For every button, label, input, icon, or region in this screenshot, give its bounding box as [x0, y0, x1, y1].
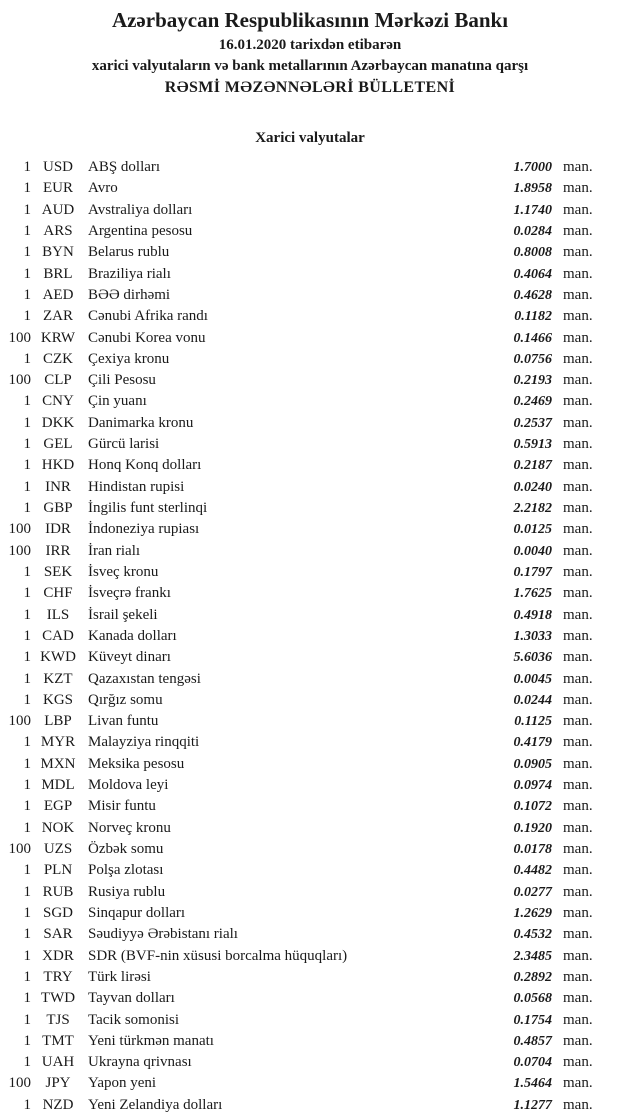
currency-code: NZD [42, 1096, 74, 1113]
currency-name: Braziliya rialı [88, 265, 171, 282]
currency-code: SAR [43, 926, 73, 943]
rate-value: 0.4857 [513, 1033, 552, 1049]
currency-name: Gürcü larisi [88, 436, 160, 453]
quantity-multiplier: 1 [23, 819, 31, 836]
rate-value: 0.4918 [513, 607, 552, 623]
currency-code: IDR [45, 521, 71, 538]
currency-name: İsveçrə frankı [88, 585, 171, 602]
currency-row [0, 477, 620, 498]
currency-row [0, 903, 620, 924]
quantity-multiplier: 1 [23, 286, 31, 303]
unit-label: man. [563, 904, 593, 921]
quantity-multiplier: 1 [23, 500, 31, 516]
currency-code: MDL [41, 777, 75, 794]
quantity-multiplier: 1 [23, 883, 31, 900]
unit-label: man. [563, 777, 593, 794]
currency-code: TJS [46, 1011, 70, 1028]
currency-name: Yeni türkmən manatı [88, 1032, 214, 1049]
rate-value: 0.1754 [513, 1012, 552, 1028]
unit-label: man. [563, 670, 593, 687]
currency-name: İngilis funt sterlinqi [88, 500, 208, 516]
currency-code: CAD [42, 627, 74, 644]
section-title-foreign-currencies: Xarici valyutalar [255, 130, 365, 146]
effective-date-line: 16.01.2020 tarixdən etibarən [218, 37, 402, 53]
currency-code: MYR [40, 734, 76, 751]
currency-row [0, 541, 620, 562]
currency-row [0, 669, 620, 690]
currency-code: TWD [40, 990, 76, 1007]
currency-name: Çin yuanı [88, 393, 147, 410]
unit-label: man. [563, 244, 593, 261]
unit-label: man. [563, 585, 593, 602]
currency-name: Misir funtu [88, 798, 156, 815]
quantity-multiplier: 1 [23, 457, 31, 474]
rate-value: 0.1072 [513, 799, 552, 815]
currency-name: İran rialı [88, 542, 141, 559]
currency-name: Avstraliya dolları [88, 201, 193, 218]
currency-row [0, 690, 620, 711]
quantity-multiplier: 1 [23, 478, 31, 495]
currency-row [0, 498, 620, 519]
currency-name: Sinqapur dolları [88, 904, 186, 921]
currency-code: ARS [43, 222, 73, 239]
rate-value: 0.1125 [514, 714, 552, 730]
unit-label: man. [563, 457, 593, 474]
quantity-multiplier: 1 [23, 265, 31, 282]
currency-code: NOK [41, 819, 75, 836]
currency-row [0, 391, 620, 412]
currency-name: Argentina pesosu [88, 222, 193, 239]
currency-code: AUD [41, 201, 75, 218]
currency-code: CLP [44, 372, 72, 389]
currency-name: Qazaxıstan tengəsi [88, 670, 201, 687]
currency-row [0, 200, 620, 221]
currency-name: Meksika pesosu [88, 755, 185, 772]
currency-name: Belarus rublu [88, 244, 170, 261]
currency-code: JPY [45, 1075, 71, 1092]
currency-code: LBP [44, 713, 72, 730]
unit-label: man. [563, 265, 593, 282]
currency-row [0, 306, 620, 327]
rate-value: 0.0244 [513, 692, 552, 708]
rate-value: 0.0178 [513, 842, 552, 857]
rate-value: 1.7000 [513, 160, 552, 175]
rate-value: 0.0240 [513, 479, 552, 495]
currency-code: BRL [43, 265, 73, 282]
rate-value: 0.1920 [513, 820, 552, 836]
unit-label: man. [563, 926, 593, 943]
quantity-multiplier: 1 [23, 1011, 31, 1028]
currency-name: Livan funtu [88, 713, 159, 730]
unit-label: man. [563, 308, 593, 325]
quantity-multiplier: 1 [23, 926, 31, 943]
quantity-multiplier: 1 [23, 904, 31, 921]
unit-label: man. [563, 606, 593, 623]
rate-value: 0.0905 [513, 756, 552, 772]
quantity-multiplier: 1 [23, 244, 31, 261]
quantity-multiplier: 1 [23, 990, 31, 1007]
currency-row [0, 796, 620, 817]
rate-value: 0.2892 [513, 969, 552, 985]
currency-code: CHF [43, 585, 73, 602]
quantity-multiplier: 1 [23, 159, 31, 175]
rate-value: 0.1797 [513, 564, 552, 580]
currency-row [0, 157, 620, 178]
unit-label: man. [563, 947, 593, 964]
currency-code: DKK [41, 414, 75, 431]
currency-code: KZT [43, 670, 73, 687]
unit-label: man. [563, 521, 593, 538]
currency-name: Səudiyyə Ərəbistanı rialı [88, 926, 238, 943]
currency-name: Yapon yeni [88, 1075, 157, 1092]
currency-name: Moldova leyi [88, 777, 169, 794]
currency-code: USD [42, 159, 73, 175]
currency-code: UAH [41, 1054, 75, 1071]
rate-value: 0.0704 [513, 1055, 552, 1071]
quantity-multiplier: 100 [8, 521, 31, 538]
currency-row [0, 1095, 620, 1116]
currency-row [0, 328, 620, 349]
currency-name: Norveç kronu [88, 819, 171, 836]
currency-name: Tacik somonisi [88, 1011, 180, 1028]
currency-code: SEK [43, 563, 73, 580]
quantity-multiplier: 100 [8, 713, 31, 730]
currency-code: RUB [42, 883, 74, 900]
unit-label: man. [563, 691, 593, 708]
rate-value: 0.0125 [513, 522, 552, 538]
quantity-multiplier: 1 [23, 585, 31, 602]
currency-row [0, 370, 620, 391]
rate-value: 0.0756 [513, 351, 552, 367]
quantity-multiplier: 1 [23, 222, 31, 239]
quantity-multiplier: 1 [23, 691, 31, 708]
currency-row [0, 988, 620, 1009]
rate-value: 1.1740 [513, 202, 552, 218]
quantity-multiplier: 1 [23, 180, 31, 197]
currency-name: İsrail şekeli [88, 606, 158, 623]
currency-name: Ukrayna qrivnası [88, 1054, 192, 1071]
rate-value: 0.2187 [513, 458, 552, 474]
currency-row [0, 605, 620, 626]
currency-name: İsveç kronu [88, 563, 159, 580]
currency-name: Polşa zlotası [88, 862, 164, 879]
currency-name: Türk lirəsi [88, 968, 151, 985]
rate-value: 1.1277 [513, 1097, 552, 1113]
rate-value: 0.4064 [513, 266, 552, 282]
quantity-multiplier: 1 [23, 350, 31, 367]
currency-code: KGS [42, 691, 73, 708]
currency-code: GEL [43, 436, 73, 453]
unit-label: man. [563, 159, 593, 175]
quantity-multiplier: 1 [23, 862, 31, 879]
quantity-multiplier: 1 [23, 777, 31, 794]
exchange-rates-table [0, 157, 620, 1116]
unit-label: man. [563, 1096, 593, 1113]
quantity-multiplier: 100 [8, 329, 31, 346]
currency-row [0, 946, 620, 967]
quantity-multiplier: 100 [8, 542, 31, 559]
unit-label: man. [563, 350, 593, 367]
currency-row [0, 818, 620, 839]
currency-row [0, 349, 620, 370]
quantity-multiplier: 1 [23, 393, 31, 410]
unit-label: man. [563, 627, 593, 644]
unit-label: man. [563, 841, 593, 857]
quantity-multiplier: 1 [23, 798, 31, 815]
currency-name: Hindistan rupisi [88, 478, 185, 495]
unit-label: man. [563, 883, 593, 900]
currency-row [0, 924, 620, 945]
currency-name: SDR (BVF-nin xüsusi borcalma hüquqları) [88, 947, 348, 964]
rate-value: 0.1182 [514, 309, 552, 325]
unit-label: man. [563, 414, 593, 431]
rate-value: 0.8008 [513, 245, 552, 261]
quantity-multiplier: 1 [23, 414, 31, 431]
currency-name: Cənubi Korea vonu [88, 329, 206, 346]
currency-row [0, 562, 620, 583]
currency-name: Qırğız somu [88, 691, 163, 708]
currency-row [0, 178, 620, 199]
rate-value: 0.0045 [513, 671, 552, 687]
unit-label: man. [563, 862, 593, 879]
rate-value: 1.8958 [513, 181, 552, 197]
quantity-multiplier: 1 [23, 1096, 31, 1113]
unit-label: man. [563, 713, 593, 730]
currency-row [0, 1010, 620, 1031]
unit-label: man. [563, 819, 593, 836]
rate-value: 2.3485 [513, 948, 552, 964]
rate-value: 5.6036 [513, 650, 552, 666]
rate-value: 2.2182 [513, 501, 552, 516]
rate-value: 0.0277 [513, 884, 552, 900]
rate-value: 0.0974 [513, 778, 552, 794]
unit-label: man. [563, 542, 593, 559]
quantity-multiplier: 100 [8, 841, 31, 857]
currency-row [0, 754, 620, 775]
rate-value: 0.1466 [513, 330, 552, 346]
currency-row [0, 732, 620, 753]
unit-label: man. [563, 1075, 593, 1092]
rate-value: 0.2469 [513, 394, 552, 410]
bulletin-title: RƏSMİ MƏZƏNNƏLƏRİ BÜLLETENİ [164, 79, 456, 96]
rate-value: 0.0284 [513, 223, 552, 239]
currency-code: KRW [40, 329, 76, 346]
currency-code: CNY [42, 393, 74, 410]
currency-row [0, 775, 620, 796]
currency-code: UZS [43, 841, 73, 857]
rate-value: 1.5464 [513, 1076, 552, 1092]
rate-value: 0.4532 [513, 927, 552, 943]
currency-name: Kanada dolları [88, 627, 177, 644]
currency-name: Çili Pesosu [88, 372, 156, 389]
unit-label: man. [563, 286, 593, 303]
unit-label: man. [563, 755, 593, 772]
currency-row [0, 264, 620, 285]
currency-row [0, 434, 620, 455]
currency-row [0, 860, 620, 881]
quantity-multiplier: 1 [23, 308, 31, 325]
currency-name: İndoneziya rupiası [88, 521, 200, 538]
currency-row [0, 242, 620, 263]
rate-value: 1.3033 [513, 628, 552, 644]
currency-code: AED [42, 286, 74, 303]
subtitle-line: xarici valyutaların və bank metallarının Azərbaycan manatına qarşı [91, 58, 529, 74]
rate-value: 0.2537 [513, 415, 552, 431]
currency-code: GBP [43, 500, 73, 516]
currency-row [0, 711, 620, 732]
quantity-multiplier: 1 [23, 968, 31, 985]
quantity-multiplier: 1 [23, 563, 31, 580]
unit-label: man. [563, 478, 593, 495]
rate-value: 0.5913 [513, 437, 552, 453]
currency-name: ABŞ dolları [88, 159, 161, 175]
rate-value: 0.0568 [513, 991, 552, 1007]
currency-name: BƏƏ dirhəmi [88, 286, 171, 303]
currency-row [0, 413, 620, 434]
rate-value: 0.0040 [513, 543, 552, 559]
currency-code: HKD [41, 457, 75, 474]
unit-label: man. [563, 798, 593, 815]
currency-row [0, 626, 620, 647]
currency-row [0, 1052, 620, 1073]
rate-value: 1.7625 [513, 586, 552, 602]
unit-label: man. [563, 990, 593, 1007]
rate-value: 1.2629 [513, 905, 552, 921]
currency-row [0, 455, 620, 476]
currency-row [0, 221, 620, 242]
unit-label: man. [563, 563, 593, 580]
currency-code: MXN [40, 755, 76, 772]
quantity-multiplier: 1 [23, 734, 31, 751]
currency-row [0, 1073, 620, 1094]
rate-value: 0.4628 [513, 287, 552, 303]
unit-label: man. [563, 1032, 593, 1049]
document-header [0, 0, 620, 99]
currency-code: EUR [43, 180, 73, 197]
quantity-multiplier: 1 [23, 947, 31, 964]
currency-code: PLN [43, 862, 73, 879]
currency-code: INR [45, 478, 71, 495]
rate-value: 0.4482 [513, 863, 552, 879]
bank-name: Azərbaycan Respublikasının Mərkəzi Bankı [111, 8, 509, 32]
quantity-multiplier: 1 [23, 1032, 31, 1049]
quantity-multiplier: 1 [23, 436, 31, 453]
unit-label: man. [563, 372, 593, 389]
quantity-multiplier: 1 [23, 627, 31, 644]
unit-label: man. [563, 1054, 593, 1071]
quantity-multiplier: 100 [8, 372, 31, 389]
currency-code: BYN [42, 244, 74, 261]
currency-name: Küveyt dinarı [88, 649, 171, 666]
quantity-multiplier: 1 [23, 649, 31, 666]
currency-code: XDR [42, 947, 74, 964]
quantity-multiplier: 1 [23, 1054, 31, 1071]
quantity-multiplier: 1 [23, 670, 31, 687]
rate-value: 0.2193 [513, 373, 552, 389]
currency-code: EGP [43, 798, 73, 815]
unit-label: man. [563, 393, 593, 410]
currency-row [0, 967, 620, 988]
unit-label: man. [563, 500, 593, 516]
unit-label: man. [563, 329, 593, 346]
quantity-multiplier: 1 [23, 201, 31, 218]
quantity-multiplier: 1 [23, 755, 31, 772]
unit-label: man. [563, 1011, 593, 1028]
currency-row [0, 839, 620, 860]
rate-value: 0.4179 [513, 735, 552, 751]
currency-name: Cənubi Afrika randı [88, 308, 208, 325]
currency-code: TRY [43, 968, 73, 985]
currency-code: CZK [43, 350, 73, 367]
currency-code: IRR [45, 542, 71, 559]
currency-code: TMT [42, 1032, 74, 1049]
quantity-multiplier: 1 [23, 606, 31, 623]
currency-name: Yeni Zelandiya dolları [88, 1096, 223, 1113]
unit-label: man. [563, 968, 593, 985]
unit-label: man. [563, 201, 593, 218]
currency-code: ZAR [43, 308, 73, 325]
currency-name: Avro [88, 180, 118, 197]
currency-name: Honq Konq dolları [88, 457, 202, 474]
unit-label: man. [563, 436, 593, 453]
currency-row [0, 882, 620, 903]
unit-label: man. [563, 734, 593, 751]
currency-name: Özbək somu [88, 841, 164, 857]
currency-name: Rusiya rublu [88, 883, 166, 900]
unit-label: man. [563, 222, 593, 239]
currency-code: KWD [40, 649, 76, 666]
unit-label: man. [563, 180, 593, 197]
currency-name: Tayvan dolları [88, 990, 175, 1007]
currency-code: SGD [42, 904, 73, 921]
currency-row [0, 285, 620, 306]
currency-code: ILS [46, 606, 70, 623]
currency-name: Danimarka kronu [88, 414, 194, 431]
unit-label: man. [563, 649, 593, 666]
currency-row [0, 647, 620, 668]
currency-name: Çexiya kronu [88, 350, 170, 367]
quantity-multiplier: 100 [8, 1075, 31, 1092]
currency-row [0, 519, 620, 540]
currency-name: Malayziya rinqqiti [88, 734, 200, 751]
currency-row [0, 1031, 620, 1052]
currency-row [0, 583, 620, 604]
